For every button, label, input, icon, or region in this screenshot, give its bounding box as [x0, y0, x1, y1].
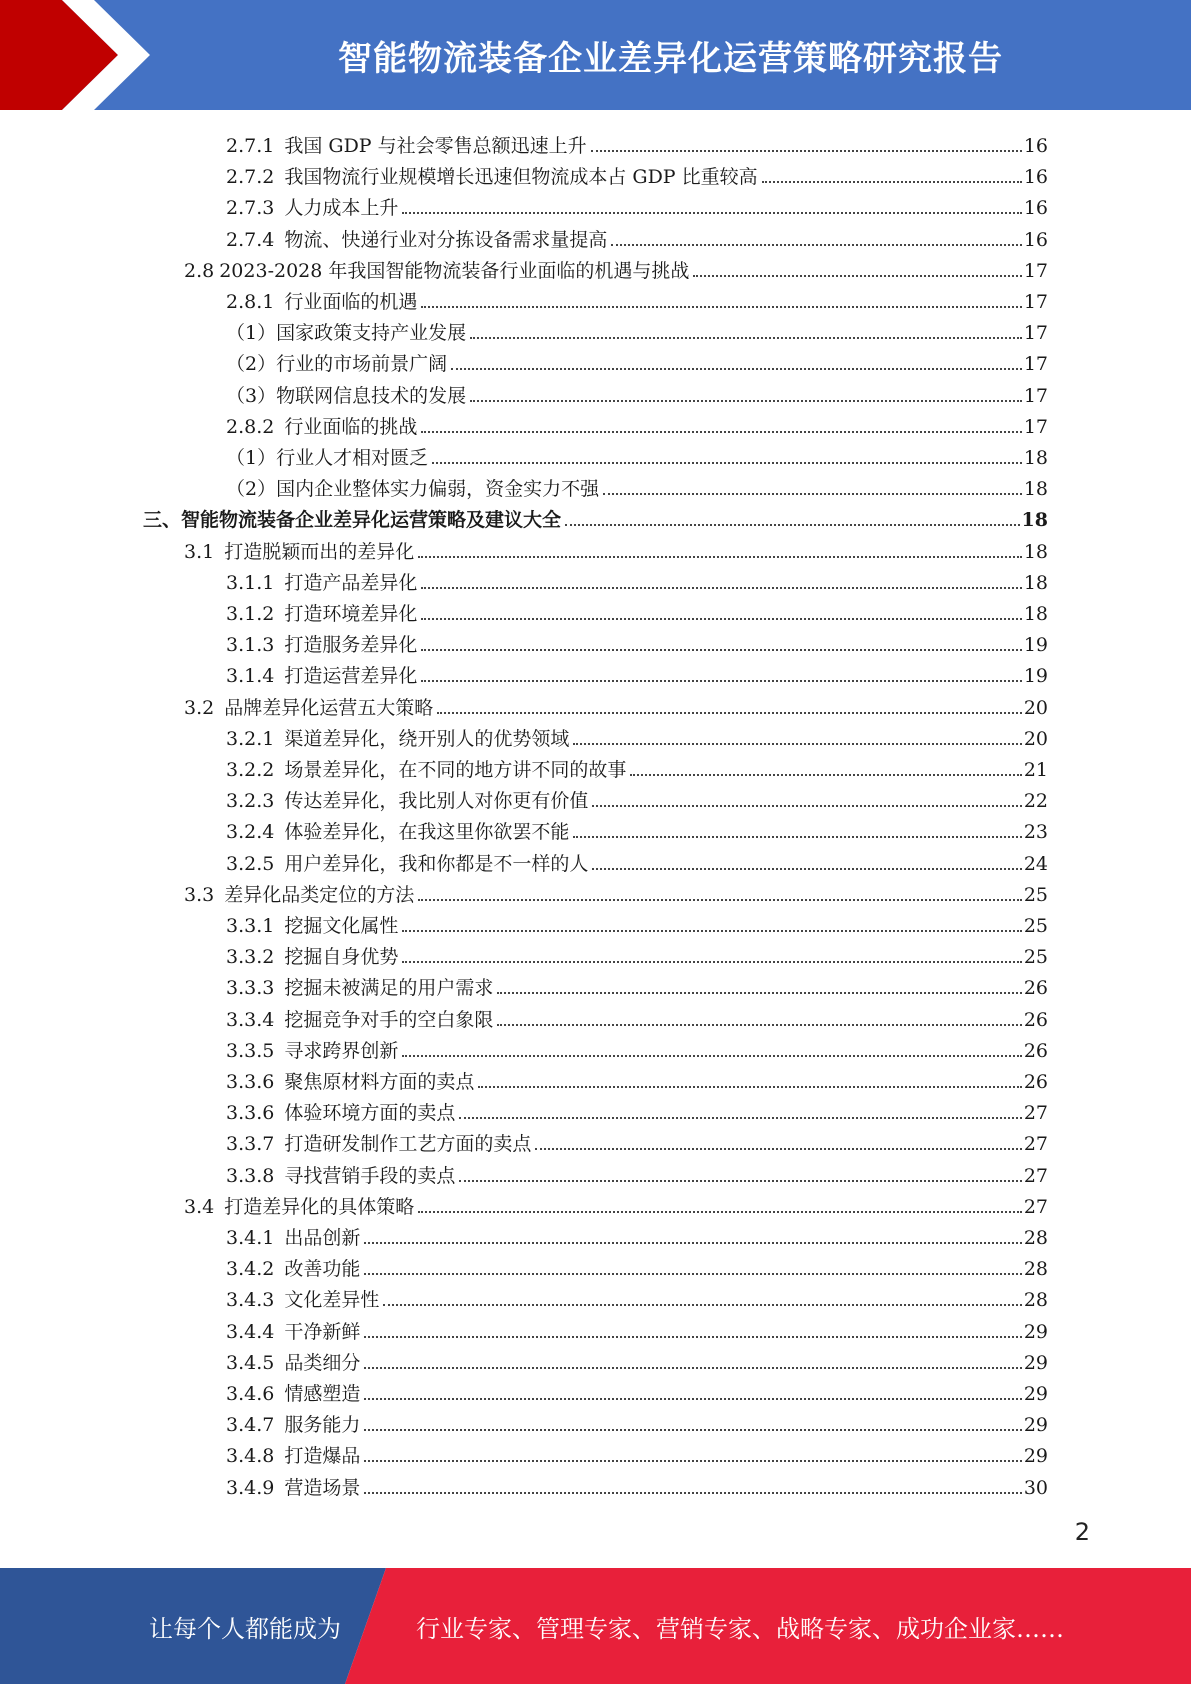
- toc-entry[interactable]: [184, 1188, 1048, 1219]
- toc-entry[interactable]: [226, 439, 1048, 470]
- toc-entry-page: 28: [1023, 1289, 1048, 1312]
- toc-entry-page: 25: [1023, 915, 1048, 937]
- toc-entry-page: 29: [1023, 1414, 1048, 1437]
- toc-entry-page: 24: [1023, 852, 1048, 875]
- toc-entry-number: （2）: [226, 353, 277, 376]
- toc-entry-title: 打造差异化的具体策略: [224, 1195, 415, 1218]
- toc-entry-number: 3.4.8: [226, 1445, 275, 1468]
- toc-entry-number: 3.4.5: [226, 1351, 275, 1374]
- toc-dot-leader: [364, 1492, 1021, 1494]
- toc-entry-number: 3.3.4: [226, 1008, 275, 1031]
- toc-dot-leader: [364, 1273, 1021, 1275]
- toc-entry-page: 18: [1023, 603, 1048, 625]
- toc-entry-title: 场景差异化，在不同的地方讲不同的故事: [284, 759, 627, 781]
- toc-entry-page: 27: [1023, 1164, 1048, 1187]
- toc-entry-title: 物联网信息技术的发展: [276, 384, 467, 407]
- toc-dot-leader: [437, 712, 1022, 714]
- toc-entry[interactable]: [226, 969, 1048, 1000]
- page-header: [0, 0, 1191, 110]
- toc-entry[interactable]: [226, 1313, 1048, 1344]
- toc-entry-number: 2.8: [184, 259, 215, 282]
- footer-slogan-right: 行业专家、管理专家、营销专家、战略专家、成功企业家……: [416, 1614, 1064, 1643]
- toc-entry-title: 聚焦原材料方面的卖点: [284, 1071, 475, 1093]
- toc-entry-title: 国家政策支持产业发展: [276, 322, 467, 345]
- toc-entry-number: 3.3.8: [226, 1164, 275, 1187]
- toc-entry-title: 营造场景: [284, 1476, 361, 1499]
- toc-dot-leader: [630, 774, 1021, 776]
- toc-entry[interactable]: [226, 1375, 1048, 1406]
- toc-entry-number: 3.1.2: [226, 603, 275, 625]
- toc-entry-page: 16: [1023, 166, 1048, 189]
- toc-entry[interactable]: [226, 314, 1048, 345]
- toc-entry[interactable]: [226, 1469, 1048, 1500]
- toc-entry-page: 17: [1023, 415, 1048, 438]
- toc-entry[interactable]: [226, 907, 1048, 938]
- toc-entry-title: 智能物流装备企业差异化运营策略及建议大全: [181, 509, 562, 532]
- toc-entry-title: 我国 GDP 与社会零售总额迅速上升: [284, 135, 587, 157]
- toc-dot-leader: [470, 337, 1022, 339]
- toc-dot-leader: [421, 306, 1021, 308]
- toc-entry[interactable]: [226, 1344, 1048, 1375]
- toc-entry-page: 16: [1023, 228, 1048, 251]
- toc-entry-number: 3.2.4: [226, 821, 275, 844]
- toc-entry-page: 23: [1023, 821, 1048, 844]
- toc-dot-leader: [497, 992, 1021, 994]
- toc-entry-page: 19: [1023, 665, 1048, 688]
- toc-entry-title: 2023-2028 年我国智能物流装备行业面临的机遇与挑战: [219, 259, 690, 282]
- toc-dot-leader: [421, 618, 1021, 620]
- toc-dot-leader: [421, 680, 1021, 682]
- toc-entry-number: 2.7.2: [226, 166, 275, 189]
- toc-entry[interactable]: [184, 689, 1048, 720]
- toc-dot-leader: [421, 587, 1021, 589]
- toc-entry-number: 3.4.3: [226, 1289, 275, 1312]
- toc-dot-leader: [573, 836, 1021, 838]
- toc-entry[interactable]: [184, 876, 1048, 907]
- toc-dot-leader: [459, 1180, 1021, 1182]
- toc-entry-title: 差异化品类定位的方法: [224, 883, 415, 906]
- toc-entry-page: 16: [1023, 197, 1048, 220]
- toc-entry-title: 体验环境方面的卖点: [284, 1102, 456, 1125]
- toc-dot-leader: [478, 1086, 1021, 1088]
- toc-dot-leader: [402, 212, 1021, 214]
- toc-dot-leader: [402, 930, 1021, 932]
- toc-entry-title: 挖掘自身优势: [284, 946, 399, 969]
- toc-dot-leader: [383, 1304, 1021, 1306]
- toc-entry-title: 出品创新: [284, 1227, 361, 1249]
- toc-dot-leader: [470, 400, 1022, 402]
- toc-entry[interactable]: [226, 158, 1048, 189]
- toc-entry-title: 打造脱颖而出的差异化: [224, 540, 415, 563]
- toc-dot-leader: [459, 1117, 1021, 1119]
- toc-entry[interactable]: [226, 189, 1048, 220]
- toc-entry-page: 18: [1023, 447, 1048, 469]
- toc-entry-page: 29: [1023, 1383, 1048, 1405]
- toc-entry[interactable]: [226, 657, 1048, 688]
- toc-entry[interactable]: [226, 564, 1048, 595]
- toc-entry-title: 品类细分: [284, 1351, 361, 1374]
- toc-entry-title: 打造运营差异化: [284, 665, 418, 688]
- toc-entry-page: 17: [1023, 353, 1048, 376]
- toc-entry[interactable]: [226, 720, 1048, 751]
- toc-entry[interactable]: [226, 1157, 1048, 1188]
- toc-entry-page: 27: [1023, 1133, 1048, 1156]
- toc-entry[interactable]: [226, 470, 1048, 501]
- toc-dot-leader: [693, 275, 1021, 277]
- toc-entry-number: 3.3.2: [226, 946, 275, 969]
- toc-dot-leader: [591, 150, 1022, 152]
- toc-entry[interactable]: [226, 1094, 1048, 1125]
- toc-entry-page: 17: [1023, 322, 1048, 345]
- toc-entry-page: 27: [1023, 1195, 1048, 1218]
- toc-entry[interactable]: [226, 1001, 1048, 1032]
- toc-entry-title: 行业的市场前景广阔: [276, 353, 448, 376]
- toc-entry-number: 3.3.6: [226, 1102, 275, 1125]
- toc-dot-leader: [418, 556, 1022, 558]
- toc-entry-number: 3.2.3: [226, 790, 275, 813]
- toc-entry-title: 打造产品差异化: [284, 571, 418, 594]
- toc-entry-number: 3.3.5: [226, 1039, 275, 1062]
- toc-entry-page: 17: [1023, 384, 1048, 407]
- toc-dot-leader: [592, 868, 1021, 870]
- page-footer: [0, 1568, 1191, 1684]
- toc-entry-number: 2.7.1: [226, 135, 275, 157]
- report-title: 智能物流装备企业差异化运营策略研究报告: [338, 38, 1003, 79]
- toc-entry-number: 3.2: [184, 696, 215, 719]
- toc-entry-title: 传达差异化，我比别人对你更有价值: [284, 790, 589, 813]
- toc-entry-number: 2.7.4: [226, 228, 275, 251]
- toc-entry-title: 行业人才相对匮乏: [276, 447, 429, 469]
- toc-entry[interactable]: [226, 782, 1048, 813]
- toc-entry-number: 3.4.4: [226, 1320, 275, 1343]
- toc-entry-page: 21: [1023, 759, 1048, 781]
- toc-entry-number: 3.4.9: [226, 1476, 275, 1499]
- toc-dot-leader: [535, 1148, 1021, 1150]
- toc-entry-title: 干净新鲜: [284, 1320, 361, 1343]
- toc-entry-number: 2.7.3: [226, 197, 275, 220]
- toc-entry-number: 三、: [143, 509, 182, 532]
- toc-entry-page: 28: [1023, 1258, 1048, 1281]
- toc-entry-page: 25: [1023, 883, 1048, 906]
- toc-entry-title: 品牌差异化运营五大策略: [224, 696, 434, 719]
- toc-entry-page: 26: [1023, 1039, 1048, 1062]
- toc-entry-page: 26: [1023, 977, 1048, 1000]
- toc-entry-title: 挖掘竞争对手的空白象限: [284, 1008, 494, 1031]
- toc-dot-leader: [565, 524, 1020, 526]
- toc-entry-page: 18: [1023, 540, 1048, 563]
- toc-entry[interactable]: [143, 501, 1048, 532]
- toc-entry-number: 3.4.1: [226, 1227, 275, 1249]
- toc-entry-page: 29: [1023, 1445, 1048, 1468]
- toc-entry-title: 服务能力: [284, 1414, 361, 1437]
- toc-dot-leader: [421, 431, 1021, 433]
- toc-dot-leader: [418, 899, 1022, 901]
- toc-entry-page: 25: [1023, 946, 1048, 969]
- toc-entry-title: 我国物流行业规模增长迅速但物流成本占 GDP 比重较高: [284, 166, 758, 189]
- toc-dot-leader: [432, 462, 1022, 464]
- toc-entry-page: 18: [1023, 478, 1048, 501]
- toc-dot-leader: [573, 743, 1021, 745]
- toc-entry-page: 17: [1023, 291, 1048, 313]
- toc-entry-title: 打造爆品: [284, 1445, 361, 1468]
- toc-entry-number: 3.1.1: [226, 571, 275, 594]
- toc-entry-number: （1）: [226, 322, 277, 345]
- toc-entry[interactable]: [226, 813, 1048, 844]
- toc-entry[interactable]: [226, 1219, 1048, 1250]
- toc-entry[interactable]: [226, 1063, 1048, 1094]
- toc-entry-number: 3.2.5: [226, 852, 275, 875]
- toc-entry-number: 2.8.2: [226, 415, 275, 438]
- toc-entry[interactable]: [184, 533, 1048, 564]
- page-number: 2: [1074, 1518, 1090, 1546]
- toc-entry[interactable]: [226, 127, 1048, 158]
- toc-entry-title: 行业面临的机遇: [284, 291, 418, 313]
- toc-entry[interactable]: [226, 1281, 1048, 1312]
- toc-entry-page: 17: [1023, 259, 1048, 282]
- toc-dot-leader: [364, 1398, 1021, 1400]
- toc-entry[interactable]: [226, 845, 1048, 876]
- toc-dot-leader: [421, 649, 1021, 651]
- toc-entry-number: （2）: [226, 478, 277, 501]
- toc-dot-leader: [364, 1336, 1021, 1338]
- toc-entry-page: 29: [1023, 1320, 1048, 1343]
- toc-entry-number: 3.1: [184, 540, 215, 563]
- toc-entry[interactable]: [226, 1032, 1048, 1063]
- toc-entry-title: 挖掘文化属性: [284, 915, 399, 937]
- toc-dot-leader: [418, 1211, 1022, 1213]
- toc-entry-title: 寻找营销手段的卖点: [284, 1164, 456, 1187]
- toc-entry-number: （1）: [226, 447, 277, 469]
- toc-entry-title: 文化差异性: [284, 1289, 380, 1312]
- toc-dot-leader: [364, 1242, 1021, 1244]
- toc-entry[interactable]: [226, 1437, 1048, 1468]
- toc-dot-leader: [603, 493, 1022, 495]
- toc-dot-leader: [402, 1055, 1021, 1057]
- toc-entry-page: 19: [1023, 634, 1048, 657]
- toc-entry-page: 26: [1023, 1008, 1048, 1031]
- toc-dot-leader: [364, 1429, 1021, 1431]
- toc-entry-page: 20: [1023, 696, 1048, 719]
- toc-entry-page: 26: [1023, 1071, 1048, 1093]
- toc-entry-number: 3.2.1: [226, 727, 275, 750]
- toc-entry[interactable]: [226, 345, 1048, 376]
- toc-entry-title: 用户差异化，我和你都是不一样的人: [284, 852, 589, 875]
- toc-dot-leader: [364, 1460, 1021, 1462]
- footer-slogan-left: 让每个人都能成为: [149, 1614, 341, 1643]
- toc-entry-title: 情感塑造: [284, 1383, 361, 1405]
- toc-entry[interactable]: [226, 283, 1048, 314]
- toc-entry-title: 物流、快递行业对分拣设备需求量提高: [284, 228, 608, 251]
- toc-entry-number: 3.1.3: [226, 634, 275, 657]
- toc-entry[interactable]: [226, 1125, 1048, 1156]
- toc-entry-page: 16: [1023, 135, 1048, 157]
- toc-entry[interactable]: [226, 377, 1048, 408]
- toc-entry-page: 29: [1023, 1351, 1048, 1374]
- toc-entry-title: 挖掘未被满足的用户需求: [284, 977, 494, 1000]
- toc-entry-number: 3.4: [184, 1195, 215, 1218]
- toc-entry-number: 3.1.4: [226, 665, 275, 688]
- toc-entry-page: 27: [1023, 1102, 1048, 1125]
- toc-entry-title: 行业面临的挑战: [284, 415, 418, 438]
- toc-entry-title: 人力成本上升: [284, 197, 399, 220]
- toc-entry[interactable]: [226, 626, 1048, 657]
- toc-entry-title: 改善功能: [284, 1258, 361, 1281]
- toc-entry-page: 18: [1021, 509, 1048, 532]
- toc-entry-title: 打造环境差异化: [284, 603, 418, 625]
- toc-entry-number: 3.3.6: [226, 1071, 275, 1093]
- toc-entry[interactable]: [184, 252, 1048, 283]
- toc-dot-leader: [451, 368, 1022, 370]
- toc-entry-number: 3.2.2: [226, 759, 275, 781]
- toc-entry-number: 3.3.1: [226, 915, 275, 937]
- toc-entry-number: 3.3.3: [226, 977, 275, 1000]
- toc-entry[interactable]: [226, 221, 1048, 252]
- toc-entry-number: 3.3.7: [226, 1133, 275, 1156]
- toc-entry-page: 22: [1023, 790, 1048, 813]
- toc-entry-number: 3.4.7: [226, 1414, 275, 1437]
- toc-entry-title: 渠道差异化，绕开别人的优势领域: [284, 727, 570, 750]
- toc-entry-page: 28: [1023, 1227, 1048, 1249]
- toc-entry-number: 3.3: [184, 883, 215, 906]
- toc-entry-page: 30: [1023, 1476, 1048, 1499]
- toc-entry[interactable]: [226, 751, 1048, 782]
- toc-entry-number: 3.4.6: [226, 1383, 275, 1405]
- toc-entry[interactable]: [226, 938, 1048, 969]
- toc-entry-number: 3.4.2: [226, 1258, 275, 1281]
- toc-entry-title: 国内企业整体实力偏弱，资金实力不强: [276, 478, 600, 501]
- toc-entry[interactable]: [226, 1406, 1048, 1437]
- toc-entry-title: 打造研发制作工艺方面的卖点: [284, 1133, 532, 1156]
- toc-dot-leader: [402, 961, 1021, 963]
- toc-entry-title: 寻求跨界创新: [284, 1039, 399, 1062]
- toc-entry-page: 20: [1023, 727, 1048, 750]
- toc-dot-leader: [364, 1367, 1021, 1369]
- toc-dot-leader: [611, 244, 1021, 246]
- toc-entry[interactable]: [226, 595, 1048, 626]
- toc-dot-leader: [762, 181, 1022, 183]
- toc-entry-title: 体验差异化，在我这里你欲罢不能: [284, 821, 570, 844]
- toc-dot-leader: [592, 805, 1021, 807]
- toc-entry-title: 打造服务差异化: [284, 634, 418, 657]
- toc-entry-page: 18: [1023, 571, 1048, 594]
- toc-entry[interactable]: [226, 408, 1048, 439]
- toc-entry-number: （3）: [226, 384, 277, 407]
- toc-entry-number: 2.8.1: [226, 291, 275, 313]
- toc-entry[interactable]: [226, 1250, 1048, 1281]
- toc-dot-leader: [497, 1024, 1021, 1026]
